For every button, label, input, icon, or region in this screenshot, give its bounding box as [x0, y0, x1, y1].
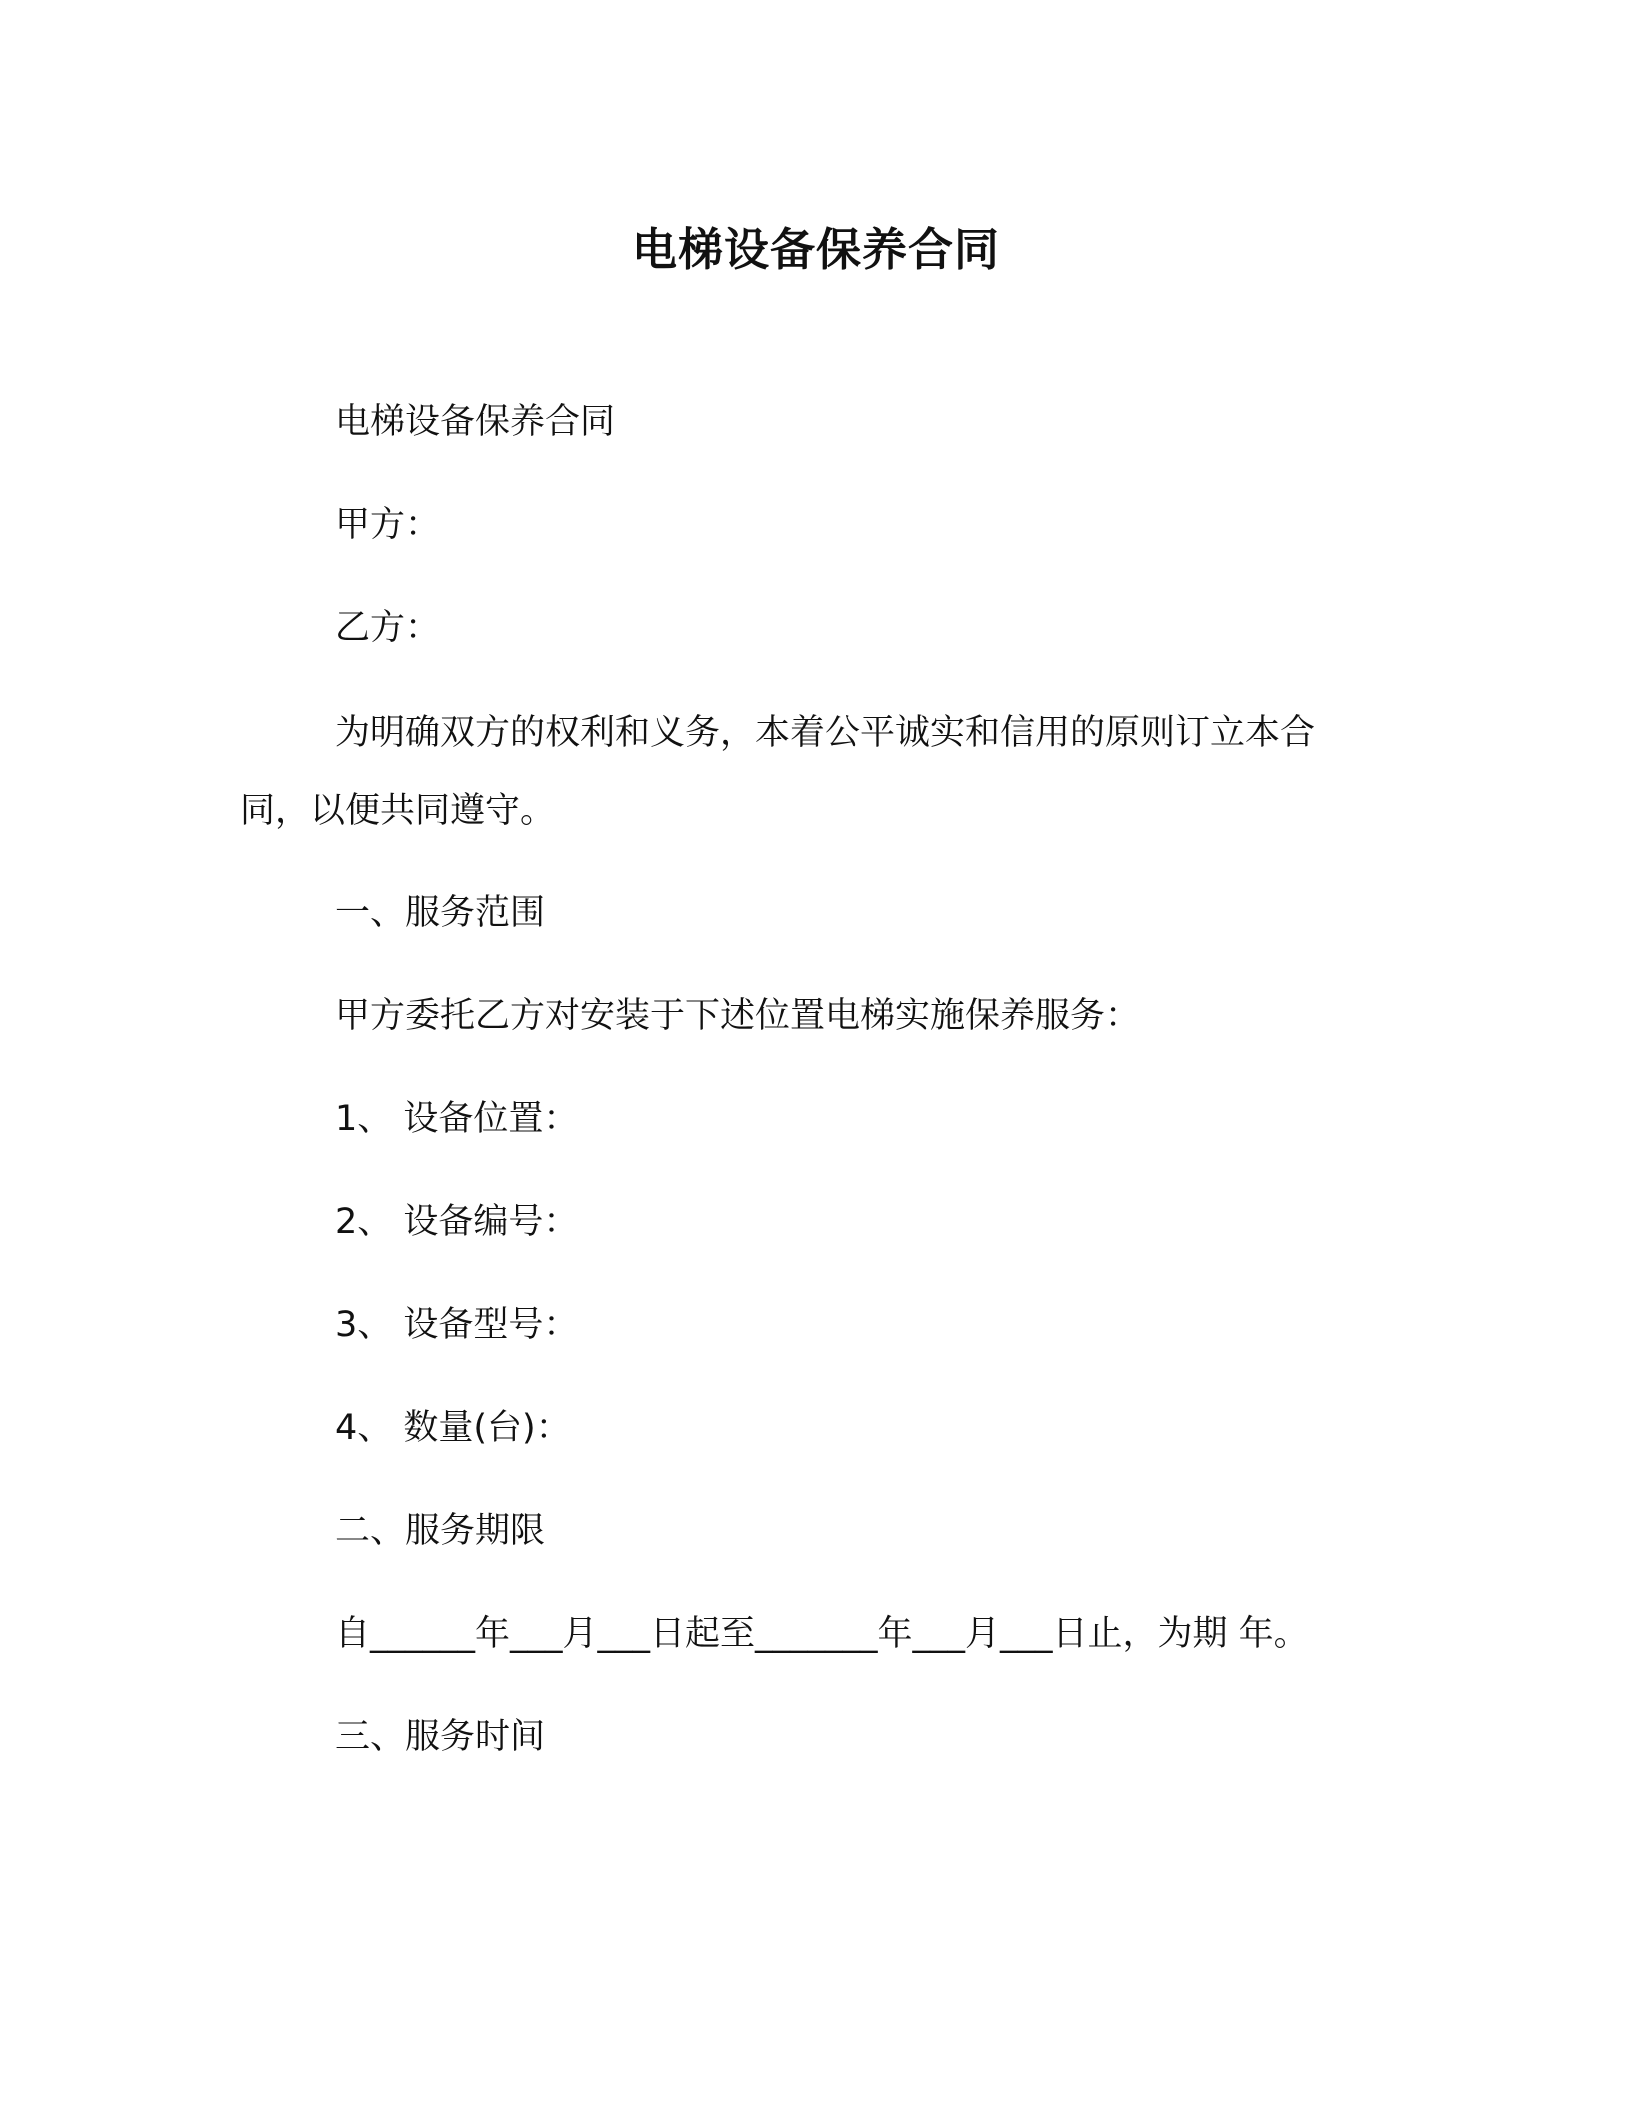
party-a-line: 甲方：: [335, 505, 441, 545]
item-equipment-model: 3、 设备型号：: [335, 1305, 579, 1345]
document-title: 电梯设备保养合同: [631, 223, 1000, 276]
party-b-line: 乙方：: [335, 608, 441, 648]
item-equipment-location: 1、 设备位置：: [335, 1099, 579, 1139]
section-1-heading: 一、服务范围: [335, 893, 546, 933]
item-quantity: 4、 数量(台)：: [335, 1408, 571, 1448]
contract-name-line: 电梯设备保养合同: [335, 402, 616, 442]
item-equipment-number: 2、 设备编号：: [335, 1202, 579, 1242]
section-3-heading: 三、服务时间: [335, 1717, 546, 1757]
preamble-line-2: 同，以便共同遵守。: [240, 791, 556, 831]
preamble-line-1: 为明确双方的权利和义务，本着公平诚实和信用的原则订立本合: [335, 713, 1316, 753]
service-scope-text: 甲方委托乙方对安装于下述位置电梯实施保养服务：: [335, 996, 1141, 1036]
service-period-text: 自______年___月___日起至_______年___月___日止，为期 年。: [335, 1614, 1309, 1654]
section-2-heading: 二、服务期限: [335, 1511, 546, 1551]
